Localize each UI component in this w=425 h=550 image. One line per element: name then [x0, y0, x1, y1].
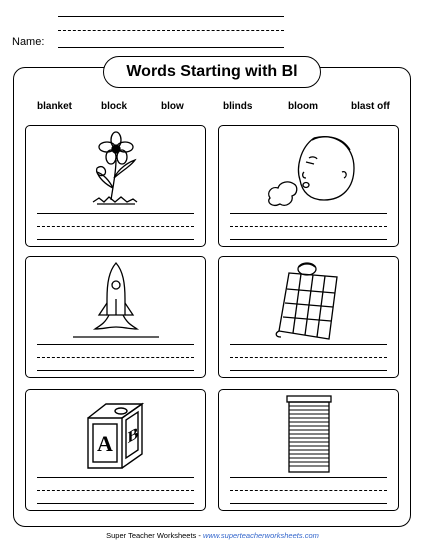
- answer-line: [37, 344, 194, 345]
- answer-guide-line: [230, 490, 387, 491]
- answer-base-line: [230, 503, 387, 504]
- name-label: Name:: [12, 36, 45, 48]
- answer-guide-line: [37, 490, 194, 491]
- word-block: block: [101, 101, 128, 112]
- answer-base-line: [230, 239, 387, 240]
- answer-guide-line: [230, 357, 387, 358]
- picture-card-3: [25, 256, 206, 378]
- rocket-icon: [61, 259, 171, 341]
- footer: [0, 531, 425, 540]
- title-banner: [103, 56, 321, 88]
- top-writing-line: [58, 16, 284, 17]
- answer-base-line: [37, 503, 194, 504]
- answer-line: [37, 213, 194, 214]
- picture-card-1: [25, 125, 206, 247]
- answer-base-line: [37, 239, 194, 240]
- block-letter-front: A: [96, 431, 113, 456]
- picture-card-4: [218, 256, 399, 378]
- alphabet-block-icon: [66, 392, 166, 474]
- block-letter-side: B: [127, 423, 138, 448]
- picture-card-5: [25, 389, 206, 511]
- name-line: [58, 47, 284, 48]
- footer-brand: Super Teacher Worksheets: [106, 531, 197, 540]
- blowing-face-icon: [254, 128, 364, 210]
- footer-url-link[interactable]: www.superteacherworksheets.com: [202, 531, 319, 540]
- word-bloom: bloom: [288, 101, 318, 112]
- flower-icon: [71, 128, 161, 210]
- word-blanket: blanket: [37, 101, 73, 112]
- word-blinds: blinds: [223, 101, 253, 112]
- top-guide-line: [58, 30, 284, 31]
- answer-line: [230, 477, 387, 478]
- answer-base-line: [230, 370, 387, 371]
- answer-line: [230, 344, 387, 345]
- answer-guide-line: [230, 226, 387, 227]
- answer-guide-line: [37, 226, 194, 227]
- answer-line: [230, 213, 387, 214]
- blanket-icon: [259, 259, 359, 345]
- answer-base-line: [37, 370, 194, 371]
- answer-line: [37, 477, 194, 478]
- word-blow: blow: [161, 101, 184, 112]
- picture-card-2: [218, 125, 399, 247]
- answer-guide-line: [37, 357, 194, 358]
- footer-separator: -: [196, 531, 203, 540]
- picture-card-6: [218, 389, 399, 511]
- word-blast-off: blast off: [351, 101, 390, 112]
- window-blinds-icon: [269, 392, 349, 476]
- worksheet-title: Words Starting with Bl: [126, 63, 298, 80]
